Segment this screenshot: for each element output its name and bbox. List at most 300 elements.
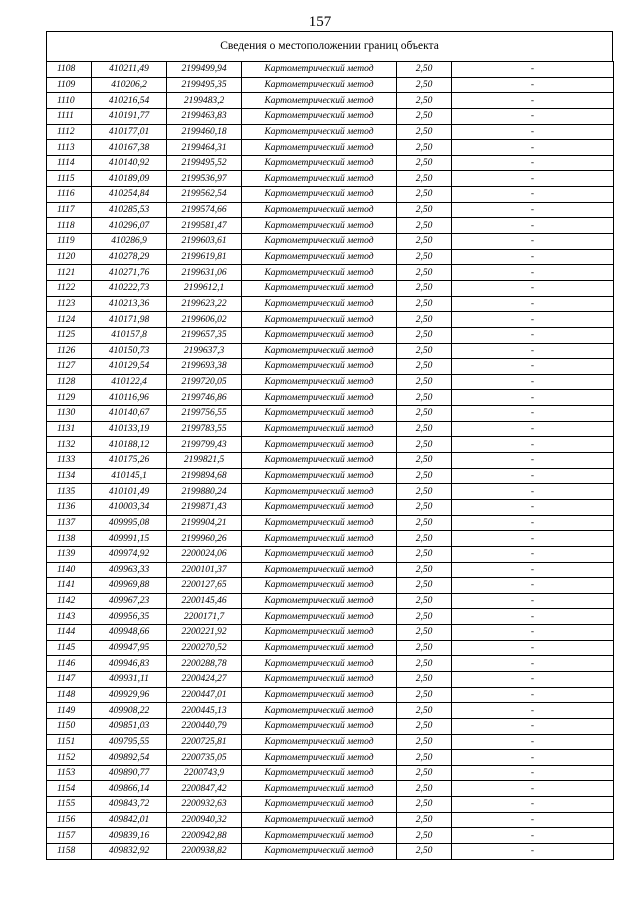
method-cell: Картометрический метод	[242, 187, 397, 203]
method-cell: Картометрический метод	[242, 62, 397, 78]
table-row	[47, 155, 614, 171]
accuracy-cell: 2,50	[397, 437, 452, 453]
table-row	[47, 265, 614, 281]
coord-x-cell: 410116,96	[92, 390, 167, 406]
table-row	[47, 828, 614, 844]
method-cell: Картометрический метод	[242, 578, 397, 594]
coord-y-cell: 2199460,18	[167, 124, 242, 140]
coord-x-cell: 410206,2	[92, 77, 167, 93]
description-cell: -	[452, 359, 614, 375]
description-cell: -	[452, 155, 614, 171]
accuracy-cell: 2,50	[397, 828, 452, 844]
coord-y-cell: 2200942,88	[167, 828, 242, 844]
table-row	[47, 531, 614, 547]
point-number-cell: 1121	[47, 265, 92, 281]
table-row	[47, 187, 614, 203]
method-cell: Картометрический метод	[242, 531, 397, 547]
description-cell: -	[452, 718, 614, 734]
coord-x-cell: 409948,66	[92, 625, 167, 641]
accuracy-cell: 2,50	[397, 656, 452, 672]
point-number-cell: 1110	[47, 93, 92, 109]
table-row	[47, 421, 614, 437]
table-row	[47, 687, 614, 703]
coord-y-cell: 2199821,5	[167, 453, 242, 469]
point-number-cell: 1156	[47, 812, 92, 828]
coord-x-cell: 410222,73	[92, 280, 167, 296]
table-row	[47, 234, 614, 250]
coord-x-cell: 410216,54	[92, 93, 167, 109]
description-cell: -	[452, 374, 614, 390]
description-cell: -	[452, 531, 614, 547]
point-number-cell: 1128	[47, 374, 92, 390]
method-cell: Картометрический метод	[242, 234, 397, 250]
point-number-cell: 1133	[47, 453, 92, 469]
accuracy-cell: 2,50	[397, 312, 452, 328]
accuracy-cell: 2,50	[397, 155, 452, 171]
coord-x-cell: 409929,96	[92, 687, 167, 703]
table-row	[47, 390, 614, 406]
coord-y-cell: 2200932,63	[167, 797, 242, 813]
accuracy-cell: 2,50	[397, 484, 452, 500]
coord-x-cell: 410129,54	[92, 359, 167, 375]
accuracy-cell: 2,50	[397, 234, 452, 250]
method-cell: Картометрический метод	[242, 265, 397, 281]
method-cell: Картометрический метод	[242, 812, 397, 828]
description-cell: -	[452, 93, 614, 109]
point-number-cell: 1109	[47, 77, 92, 93]
method-cell: Картометрический метод	[242, 718, 397, 734]
description-cell: -	[452, 296, 614, 312]
coord-y-cell: 2199783,55	[167, 421, 242, 437]
accuracy-cell: 2,50	[397, 750, 452, 766]
table-row	[47, 844, 614, 860]
table-row	[47, 296, 614, 312]
coord-y-cell: 2199495,35	[167, 77, 242, 93]
coord-y-cell: 2199720,05	[167, 374, 242, 390]
method-cell: Картометрический метод	[242, 671, 397, 687]
accuracy-cell: 2,50	[397, 93, 452, 109]
accuracy-cell: 2,50	[397, 515, 452, 531]
method-cell: Картометрический метод	[242, 343, 397, 359]
accuracy-cell: 2,50	[397, 280, 452, 296]
method-cell: Картометрический метод	[242, 593, 397, 609]
point-number-cell: 1112	[47, 124, 92, 140]
point-number-cell: 1143	[47, 609, 92, 625]
method-cell: Картометрический метод	[242, 750, 397, 766]
coordinates-table-body	[47, 62, 614, 860]
coord-y-cell: 2199799,43	[167, 437, 242, 453]
coord-x-cell: 410254,84	[92, 187, 167, 203]
coord-x-cell: 410167,38	[92, 140, 167, 156]
method-cell: Картометрический метод	[242, 280, 397, 296]
coord-y-cell: 2199603,61	[167, 234, 242, 250]
accuracy-cell: 2,50	[397, 140, 452, 156]
point-number-cell: 1149	[47, 703, 92, 719]
point-number-cell: 1134	[47, 468, 92, 484]
description-cell: -	[452, 656, 614, 672]
accuracy-cell: 2,50	[397, 62, 452, 78]
description-cell: -	[452, 687, 614, 703]
point-number-cell: 1115	[47, 171, 92, 187]
coord-y-cell: 2199880,24	[167, 484, 242, 500]
coord-y-cell: 2199606,02	[167, 312, 242, 328]
coord-y-cell: 2199499,94	[167, 62, 242, 78]
table-row	[47, 468, 614, 484]
table-row	[47, 359, 614, 375]
point-number-cell: 1148	[47, 687, 92, 703]
coord-x-cell: 410150,73	[92, 343, 167, 359]
point-number-cell: 1146	[47, 656, 92, 672]
description-cell: -	[452, 453, 614, 469]
point-number-cell: 1123	[47, 296, 92, 312]
method-cell: Картометрический метод	[242, 327, 397, 343]
description-cell: -	[452, 108, 614, 124]
point-number-cell: 1154	[47, 781, 92, 797]
accuracy-cell: 2,50	[397, 171, 452, 187]
coord-y-cell: 2200145,46	[167, 593, 242, 609]
coord-y-cell: 2200938,82	[167, 844, 242, 860]
coord-x-cell: 409947,95	[92, 640, 167, 656]
method-cell: Картометрический метод	[242, 515, 397, 531]
coord-y-cell: 2200743,9	[167, 765, 242, 781]
point-number-cell: 1142	[47, 593, 92, 609]
method-cell: Картометрический метод	[242, 781, 397, 797]
table-row	[47, 734, 614, 750]
point-number-cell: 1108	[47, 62, 92, 78]
point-number-cell: 1130	[47, 406, 92, 422]
coordinates-table	[46, 61, 614, 860]
coord-y-cell: 2199612,1	[167, 280, 242, 296]
table-row	[47, 249, 614, 265]
accuracy-cell: 2,50	[397, 812, 452, 828]
method-cell: Картометрический метод	[242, 359, 397, 375]
method-cell: Картометрический метод	[242, 406, 397, 422]
method-cell: Картометрический метод	[242, 249, 397, 265]
description-cell: -	[452, 734, 614, 750]
point-number-cell: 1150	[47, 718, 92, 734]
point-number-cell: 1114	[47, 155, 92, 171]
method-cell: Картометрический метод	[242, 155, 397, 171]
accuracy-cell: 2,50	[397, 734, 452, 750]
description-cell: -	[452, 609, 614, 625]
point-number-cell: 1135	[47, 484, 92, 500]
coord-y-cell: 2199464,31	[167, 140, 242, 156]
coord-y-cell: 2200725,81	[167, 734, 242, 750]
coord-y-cell: 2200440,79	[167, 718, 242, 734]
description-cell: -	[452, 578, 614, 594]
point-number-cell: 1117	[47, 202, 92, 218]
coord-y-cell: 2199574,66	[167, 202, 242, 218]
table-row	[47, 62, 614, 78]
point-number-cell: 1127	[47, 359, 92, 375]
coord-y-cell: 2199581,47	[167, 218, 242, 234]
coord-y-cell: 2199637,3	[167, 343, 242, 359]
coord-x-cell: 410188,12	[92, 437, 167, 453]
coord-x-cell: 410286,9	[92, 234, 167, 250]
method-cell: Картометрический метод	[242, 844, 397, 860]
point-number-cell: 1141	[47, 578, 92, 594]
accuracy-cell: 2,50	[397, 406, 452, 422]
coord-x-cell: 410213,36	[92, 296, 167, 312]
point-number-cell: 1132	[47, 437, 92, 453]
table-row	[47, 765, 614, 781]
description-cell: -	[452, 828, 614, 844]
section-title: Сведения о местоположении границ объекта	[46, 31, 613, 61]
coord-x-cell: 409842,01	[92, 812, 167, 828]
point-number-cell: 1138	[47, 531, 92, 547]
accuracy-cell: 2,50	[397, 578, 452, 594]
description-cell: -	[452, 437, 614, 453]
description-cell: -	[452, 406, 614, 422]
table-row	[47, 218, 614, 234]
accuracy-cell: 2,50	[397, 593, 452, 609]
description-cell: -	[452, 797, 614, 813]
accuracy-cell: 2,50	[397, 343, 452, 359]
accuracy-cell: 2,50	[397, 202, 452, 218]
table-row	[47, 593, 614, 609]
coord-y-cell: 2199756,55	[167, 406, 242, 422]
coord-y-cell: 2199746,86	[167, 390, 242, 406]
table-row	[47, 124, 614, 140]
description-cell: -	[452, 124, 614, 140]
coord-y-cell: 2200288,78	[167, 656, 242, 672]
coord-x-cell: 410177,01	[92, 124, 167, 140]
coord-y-cell: 2199483,2	[167, 93, 242, 109]
accuracy-cell: 2,50	[397, 499, 452, 515]
point-number-cell: 1119	[47, 234, 92, 250]
accuracy-cell: 2,50	[397, 327, 452, 343]
coord-y-cell: 2200940,32	[167, 812, 242, 828]
method-cell: Картометрический метод	[242, 484, 397, 500]
coord-x-cell: 409843,72	[92, 797, 167, 813]
coord-y-cell: 2199693,38	[167, 359, 242, 375]
table-row	[47, 718, 614, 734]
method-cell: Картометрический метод	[242, 124, 397, 140]
method-cell: Картометрический метод	[242, 625, 397, 641]
accuracy-cell: 2,50	[397, 718, 452, 734]
coord-x-cell: 409795,55	[92, 734, 167, 750]
method-cell: Картометрический метод	[242, 390, 397, 406]
method-cell: Картометрический метод	[242, 797, 397, 813]
coord-y-cell: 2199631,06	[167, 265, 242, 281]
method-cell: Картометрический метод	[242, 546, 397, 562]
point-number-cell: 1158	[47, 844, 92, 860]
point-number-cell: 1140	[47, 562, 92, 578]
coord-x-cell: 409866,14	[92, 781, 167, 797]
coord-y-cell: 2200127,65	[167, 578, 242, 594]
point-number-cell: 1137	[47, 515, 92, 531]
accuracy-cell: 2,50	[397, 765, 452, 781]
method-cell: Картометрический метод	[242, 656, 397, 672]
coord-x-cell: 409963,33	[92, 562, 167, 578]
accuracy-cell: 2,50	[397, 77, 452, 93]
accuracy-cell: 2,50	[397, 359, 452, 375]
method-cell: Картометрический метод	[242, 374, 397, 390]
method-cell: Картометрический метод	[242, 93, 397, 109]
description-cell: -	[452, 77, 614, 93]
coord-y-cell: 2200270,52	[167, 640, 242, 656]
coord-y-cell: 2200024,06	[167, 546, 242, 562]
coord-x-cell: 409832,92	[92, 844, 167, 860]
table-row	[47, 797, 614, 813]
description-cell: -	[452, 421, 614, 437]
coord-x-cell: 410271,76	[92, 265, 167, 281]
coord-y-cell: 2199463,83	[167, 108, 242, 124]
table-row	[47, 280, 614, 296]
point-number-cell: 1144	[47, 625, 92, 641]
point-number-cell: 1120	[47, 249, 92, 265]
accuracy-cell: 2,50	[397, 703, 452, 719]
description-cell: -	[452, 484, 614, 500]
table-row	[47, 671, 614, 687]
table-row	[47, 812, 614, 828]
method-cell: Картометрический метод	[242, 640, 397, 656]
table-row	[47, 343, 614, 359]
point-number-cell: 1136	[47, 499, 92, 515]
point-number-cell: 1113	[47, 140, 92, 156]
table-row	[47, 484, 614, 500]
point-number-cell: 1124	[47, 312, 92, 328]
description-cell: -	[452, 562, 614, 578]
table-row	[47, 93, 614, 109]
coord-y-cell: 2200221,92	[167, 625, 242, 641]
accuracy-cell: 2,50	[397, 625, 452, 641]
coord-y-cell: 2200847,42	[167, 781, 242, 797]
coord-x-cell: 409995,08	[92, 515, 167, 531]
coord-x-cell: 409851,03	[92, 718, 167, 734]
accuracy-cell: 2,50	[397, 844, 452, 860]
description-cell: -	[452, 249, 614, 265]
table-row	[47, 578, 614, 594]
table-row	[47, 750, 614, 766]
point-number-cell: 1155	[47, 797, 92, 813]
accuracy-cell: 2,50	[397, 468, 452, 484]
method-cell: Картометрический метод	[242, 499, 397, 515]
coord-y-cell: 2199619,81	[167, 249, 242, 265]
accuracy-cell: 2,50	[397, 218, 452, 234]
coord-y-cell: 2199536,97	[167, 171, 242, 187]
table-row	[47, 656, 614, 672]
method-cell: Картометрический метод	[242, 734, 397, 750]
coord-x-cell: 410145,1	[92, 468, 167, 484]
coord-x-cell: 409974,92	[92, 546, 167, 562]
description-cell: -	[452, 468, 614, 484]
accuracy-cell: 2,50	[397, 249, 452, 265]
coord-x-cell: 410157,8	[92, 327, 167, 343]
method-cell: Картометрический метод	[242, 453, 397, 469]
method-cell: Картометрический метод	[242, 421, 397, 437]
description-cell: -	[452, 499, 614, 515]
description-cell: -	[452, 140, 614, 156]
coord-y-cell: 2200424,27	[167, 671, 242, 687]
table-row	[47, 108, 614, 124]
coord-x-cell: 410140,92	[92, 155, 167, 171]
description-cell: -	[452, 62, 614, 78]
accuracy-cell: 2,50	[397, 797, 452, 813]
method-cell: Картометрический метод	[242, 77, 397, 93]
accuracy-cell: 2,50	[397, 124, 452, 140]
description-cell: -	[452, 765, 614, 781]
description-cell: -	[452, 171, 614, 187]
table-row	[47, 562, 614, 578]
coord-x-cell: 410133,19	[92, 421, 167, 437]
description-cell: -	[452, 343, 614, 359]
coord-x-cell: 410171,98	[92, 312, 167, 328]
description-cell: -	[452, 703, 614, 719]
point-number-cell: 1157	[47, 828, 92, 844]
method-cell: Картометрический метод	[242, 202, 397, 218]
table-row	[47, 515, 614, 531]
method-cell: Картометрический метод	[242, 218, 397, 234]
accuracy-cell: 2,50	[397, 421, 452, 437]
description-cell: -	[452, 781, 614, 797]
coord-y-cell: 2199495,52	[167, 155, 242, 171]
coord-x-cell: 410278,29	[92, 249, 167, 265]
coord-y-cell: 2199894,68	[167, 468, 242, 484]
table-row	[47, 640, 614, 656]
description-cell: -	[452, 390, 614, 406]
point-number-cell: 1139	[47, 546, 92, 562]
coord-x-cell: 409908,22	[92, 703, 167, 719]
accuracy-cell: 2,50	[397, 562, 452, 578]
point-number-cell: 1126	[47, 343, 92, 359]
table-row	[47, 406, 614, 422]
description-cell: -	[452, 844, 614, 860]
table-row	[47, 140, 614, 156]
accuracy-cell: 2,50	[397, 531, 452, 547]
point-number-cell: 1153	[47, 765, 92, 781]
description-cell: -	[452, 202, 614, 218]
method-cell: Картометрический метод	[242, 437, 397, 453]
coord-x-cell: 409946,83	[92, 656, 167, 672]
coord-y-cell: 2199871,43	[167, 499, 242, 515]
description-cell: -	[452, 327, 614, 343]
accuracy-cell: 2,50	[397, 781, 452, 797]
coord-x-cell: 409956,35	[92, 609, 167, 625]
coord-x-cell: 410175,26	[92, 453, 167, 469]
method-cell: Картометрический метод	[242, 468, 397, 484]
coord-x-cell: 410285,53	[92, 202, 167, 218]
method-cell: Картометрический метод	[242, 108, 397, 124]
point-number-cell: 1131	[47, 421, 92, 437]
coord-x-cell: 409892,54	[92, 750, 167, 766]
accuracy-cell: 2,50	[397, 374, 452, 390]
coord-x-cell: 410211,49	[92, 62, 167, 78]
accuracy-cell: 2,50	[397, 187, 452, 203]
method-cell: Картометрический метод	[242, 140, 397, 156]
method-cell: Картометрический метод	[242, 171, 397, 187]
description-cell: -	[452, 312, 614, 328]
table-row	[47, 703, 614, 719]
description-cell: -	[452, 234, 614, 250]
description-cell: -	[452, 265, 614, 281]
description-cell: -	[452, 546, 614, 562]
table-row	[47, 327, 614, 343]
method-cell: Картометрический метод	[242, 296, 397, 312]
table-row	[47, 546, 614, 562]
coord-x-cell: 410296,07	[92, 218, 167, 234]
coord-x-cell: 410122,4	[92, 374, 167, 390]
description-cell: -	[452, 625, 614, 641]
method-cell: Картометрический метод	[242, 828, 397, 844]
description-cell: -	[452, 593, 614, 609]
coord-x-cell: 410101,49	[92, 484, 167, 500]
accuracy-cell: 2,50	[397, 390, 452, 406]
coord-x-cell: 409991,15	[92, 531, 167, 547]
coord-y-cell: 2200445,13	[167, 703, 242, 719]
coord-y-cell: 2200171,7	[167, 609, 242, 625]
table-row	[47, 77, 614, 93]
